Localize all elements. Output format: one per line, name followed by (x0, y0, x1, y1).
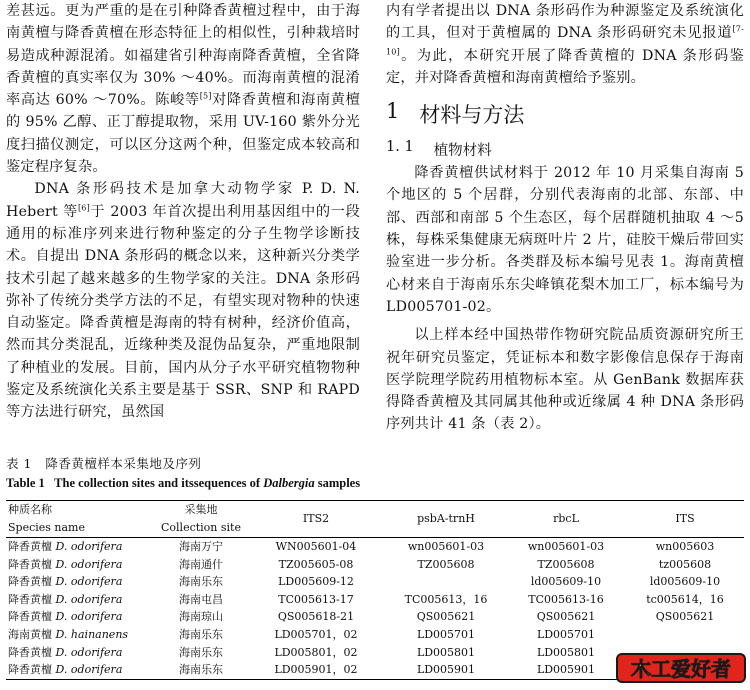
cell-site: 海南屯昌 (179, 592, 223, 606)
cell-site: 海南万宁 (179, 540, 223, 553)
table-row (6, 591, 744, 609)
cell-its: ld005609-10 (649, 575, 721, 589)
cell-rbcl: ld005609-10 (530, 575, 602, 589)
subsection-heading (386, 139, 744, 160)
cell-species: 降香黄檀 D. odorifera (8, 540, 123, 553)
cell-psba: TC005613，16 (404, 592, 488, 606)
subsection-title: 植物材料 (433, 143, 492, 160)
left-column (6, 0, 360, 424)
cell-rbcl: LD005801 (536, 645, 596, 659)
cell-psba (386, 573, 506, 591)
cell-species: 海南黄檀 D. hainanens (8, 627, 129, 641)
header-rbcl: rbcL (506, 501, 626, 538)
cell-psba: QS005621 (416, 610, 476, 624)
citation-ref[interactable]: [7-10] (386, 24, 744, 56)
cell-site: 海南乐东 (179, 663, 223, 677)
table-row (6, 556, 744, 574)
cell-psba: LD005701 (416, 627, 476, 641)
cell-its2: WN005601-04 (275, 540, 357, 553)
cell-its2: LD005901，02 (274, 663, 358, 677)
cell-site: 海南乐东 (179, 645, 223, 659)
cell-site: 海南琼山 (179, 610, 223, 624)
section-title: 材料与方法 (419, 103, 525, 128)
cell-psba: wn005601-03 (407, 540, 485, 553)
table-caption-en: Table 1 The collection sites and itssequences of Dalbergia samples (6, 476, 361, 490)
table-caption-zh: 表 1 降香黄檀样本采集地及序列 (6, 456, 202, 471)
table-row (6, 538, 744, 556)
header-psba: psbA-trnH (386, 501, 506, 538)
right-paragraph-2: 降香黄檀供试材料于 2012 年 10 月采集自海南 5 个地区的 5 个居群，分别代表海南的北部、东部、中部、西部和南部 5 个生态区，每个居群随机抽取 4 ～5 株，每株采集健康无病斑叶片 2 片，硅胶干燥后带回实验室进一步分析。各类群及标本编号见表 1。海南黄檀心材来自于海南乐东尖峰镇花梨木加工厂，标本编号为 LD005701-02。 (386, 165, 744, 315)
cell-its (626, 626, 744, 644)
citation-ref[interactable]: [6] (77, 202, 90, 212)
watermark-logo (615, 650, 747, 686)
cell-rbcl: LD005901 (536, 663, 596, 677)
cell-its: QS005621 (655, 610, 715, 624)
header-its2: ITS2 (246, 501, 386, 538)
header-species-en: Species name (6, 519, 156, 538)
section-heading (386, 99, 744, 129)
cell-species: 降香黄檀 D. odorifera (8, 592, 123, 606)
cell-species: 降香黄檀 D. odorifera (8, 663, 123, 677)
cell-its: tc005614，16 (646, 592, 724, 606)
cell-its: tz005608 (658, 557, 712, 571)
section-number: 1 (386, 99, 400, 124)
cell-rbcl: wn005601-03 (527, 540, 605, 553)
citation-ref[interactable]: [5] (199, 91, 212, 101)
cell-site: 海南通什 (179, 557, 223, 571)
cell-rbcl: LD005701 (536, 627, 596, 641)
table-row (6, 626, 744, 644)
header-species-zh: 种质名称 (6, 501, 156, 520)
cell-its2: TC005613-17 (278, 592, 354, 606)
cell-rbcl: TC005613-16 (528, 592, 604, 606)
cell-site: 海南乐东 (179, 627, 223, 641)
header-site-zh: 采集地 (156, 501, 246, 520)
cell-its2: TZ005605-08 (278, 557, 354, 571)
subsection-number: 1. 1 (386, 139, 414, 156)
header-its: ITS (626, 501, 744, 538)
left-paragraph-1: 差甚远。更为严重的是在引种降香黄檀过程中，由于海南黄檀与降香黄檀在形态特征上的相似性，引种栽培时易造成种源混淆。如福建省引种海南降香黄檀，全省降香黄檀的真实率仅为 30% ～40%。而海南黄檀的混淆率高达 60% ～70%。陈峻等[5]对降香黄檀和海南黄檀的 95% 乙醇、正丁醇提取物，采用 UV-160 紫外分光度扫描仪测定，可以区分这两个种，但鉴定成本较高和鉴定程序复杂。 (6, 3, 360, 176)
cell-its2: LD005801，02 (274, 645, 358, 659)
table-row (6, 573, 744, 591)
cell-psba: LD005901 (416, 663, 476, 677)
table-row (6, 608, 744, 626)
cell-its2: QS005618-21 (277, 610, 355, 624)
right-paragraph-3: 以上样本经中国热带作物研究院品质资源研究所王祝年研究员鉴定，凭证标本和数字影像信息保存于海南医学院理学院药用植物标本室。从 GenBank 数据库获得降香黄檀及其同属其他种或近缘属 4 种 DNA 条形码序列共计 41 条（表 2）。 (386, 327, 744, 433)
cell-its2: LD005609-12 (278, 575, 354, 589)
cell-its: wn005603 (655, 540, 715, 553)
cell-rbcl: QS005621 (536, 610, 596, 624)
cell-rbcl: TZ005608 (537, 557, 595, 571)
cell-psba: TZ005608 (417, 557, 475, 571)
cell-species: 降香黄檀 D. odorifera (8, 557, 123, 571)
cell-species: 降香黄檀 D. odorifera (8, 645, 123, 659)
svg-text:木工爱好者: 木工爱好者 (631, 657, 731, 681)
cell-site: 海南乐东 (179, 575, 223, 589)
left-paragraph-2: DNA 条形码技术是加拿大动物学家 P. D. N. Hebert 等[6]于 2003 年首次提出利用基因组中的一段通用的标准序列来进行物种鉴定的分子生物学诊断技术。自提出 DNA 条形码的概念以来，这种新兴分类学技术引起了越来越多的生物学家的关注。DNA 条形码弥补了传统分类学方法的不足，有望实现对物种的快速自动鉴定。降香黄檀是海南的特有树种，经济价值高，然而其分类混乱，近缘种类及混伪品复杂，严重地限制了种植业的发展。目前，国内从分子水平研究植物物种鉴定及系统演化关系主要是基于 SSR、SNP 和 RAPD 等方法进行研究，虽然国 (6, 181, 361, 421)
cell-its2: LD005701，02 (274, 627, 358, 641)
right-paragraph-1: 内有学者提出以 DNA 条形码作为种源鉴定及系统演化的工具，但对于黄檀属的 DNA 条形码研究未见报道[7-10]。为此，本研究开展了降香黄檀的 DNA 条形码鉴定，并对降香黄檀和海南黄檀给予鉴别。 (386, 3, 744, 86)
cell-species: 降香黄檀 D. odorifera (8, 610, 123, 624)
right-column (386, 0, 744, 436)
header-site-en: Collection site (156, 519, 246, 538)
cell-species: 降香黄檀 D. odorifera (8, 575, 123, 589)
cell-psba: LD005801 (416, 645, 476, 659)
